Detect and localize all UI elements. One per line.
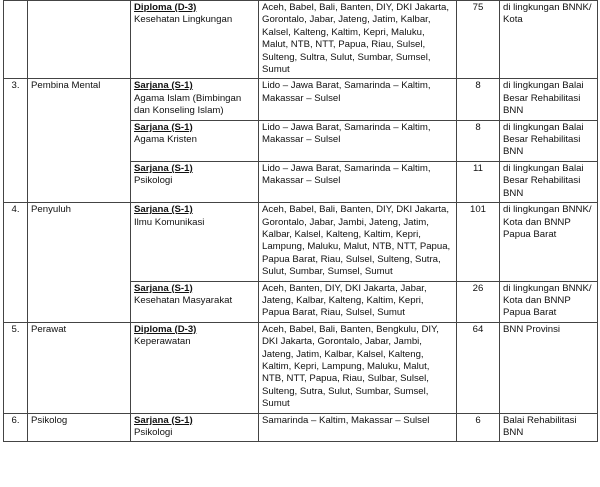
qualification-cell <box>131 281 259 322</box>
row-number: 6. <box>4 413 28 442</box>
row-number <box>4 1 28 79</box>
study-field: Agama Islam (Bimbingan dan Konseling Islam) <box>134 92 242 117</box>
placement-unit: di lingkungan Balai Besar Rehabilitasi BNN <box>500 161 598 202</box>
placement-unit: di lingkungan Balai Besar Rehabilitasi BNN <box>500 120 598 161</box>
study-field: Kesehatan Masyarakat <box>134 294 233 306</box>
quota-count: 26 <box>457 281 500 322</box>
position-name <box>28 1 131 79</box>
position-name: Perawat <box>28 322 131 413</box>
placement-unit: di lingkungan BNNK/ Kota dan BNNP Papua Barat <box>500 203 598 281</box>
table-row <box>4 413 598 442</box>
education-level: Diploma (D-3) <box>134 2 197 13</box>
location-list: Aceh, Banten, DIY, DKI Jakarta, Jabar, Jateng, Kalbar, Kalteng, Kaltim, Kepri, Papua Barat, Riau, Sulsel, Sumut <box>259 281 457 322</box>
qualification-cell <box>131 79 259 120</box>
placement-unit: BNN Provinsi <box>500 322 598 413</box>
study-field: Psikologi <box>134 175 173 187</box>
table-row <box>4 322 598 413</box>
study-field: Kesehatan Lingkungan <box>134 14 233 26</box>
quota-count: 8 <box>457 120 500 161</box>
position-name: Psikolog <box>28 413 131 442</box>
qualification-cell <box>131 322 259 413</box>
education-level: Diploma (D-3) <box>134 323 197 335</box>
study-field: Keperawatan <box>134 336 191 348</box>
location-list: Lido – Jawa Barat, Samarinda – Kaltim, Makassar – Sulsel <box>259 120 457 161</box>
table-row <box>4 79 598 120</box>
qualification-cell <box>131 203 259 281</box>
location-list: Aceh, Babel, Bali, Banten, DIY, DKI Jakarta, Gorontalo, Jabar, Jambi, Jateng, Jatim, Kalbar, Kalsel, Kalteng, Kaltim, Kepri, Lampung, Maluku, Malut, NTB, NTT, Papua, Papua Barat, Riau, Sulsel, Sulteng, Sutra, Sulut, Sumbar, Sumsel, Sumut <box>259 203 457 281</box>
row-number: 3. <box>4 79 28 203</box>
position-name: Pembina Mental <box>28 79 131 203</box>
formation-table <box>3 0 598 442</box>
qualification-cell <box>131 120 259 161</box>
table-body <box>4 1 598 442</box>
qualification-cell <box>131 161 259 202</box>
table-row <box>4 1 598 79</box>
location-list: Lido – Jawa Barat, Samarinda – Kaltim, Makassar – Sulsel <box>259 79 457 120</box>
location-list: Aceh, Babel, Bali, Banten, DIY, DKI Jakarta, Gorontalo, Jabar, Jateng, Jatim, Kalbar, Kalsel, Kalteng, Kaltim, Kepri, Maluku, Malut, NTB, NTT, Papua, Riau, Sulsel, Sulteng, Sultra, Sulut, Sumbar, Sumsel, Sumut <box>259 1 457 79</box>
row-number: 5. <box>4 322 28 413</box>
qualification-cell <box>131 1 259 79</box>
study-field: Psikologi <box>134 427 173 438</box>
study-field: Agama Kristen <box>134 134 197 146</box>
education-level: Sarjana (S-1) <box>134 80 193 92</box>
placement-unit: di lingkungan Balai Besar Rehabilitasi BNN <box>500 79 598 120</box>
quota-count: 11 <box>457 161 500 202</box>
placement-unit: di lingkungan BNNK/ Kota dan BNNP Papua Barat <box>500 281 598 322</box>
location-list: Samarinda – Kaltim, Makassar – Sulsel <box>259 413 457 442</box>
study-field: Ilmu Komunikasi <box>134 216 205 228</box>
education-level: Sarjana (S-1) <box>134 204 193 216</box>
education-level: Sarjana (S-1) <box>134 414 193 426</box>
location-list: Lido – Jawa Barat, Samarinda – Kaltim, Makassar – Sulsel <box>259 161 457 202</box>
position-name: Penyuluh <box>28 203 131 323</box>
quota-count: 64 <box>457 322 500 413</box>
quota-count: 6 <box>457 413 500 442</box>
location-list: Aceh, Babel, Bali, Banten, Bengkulu, DIY, DKI Jakarta, Gorontalo, Jabar, Jambi, Jateng, Jatim, Kalbar, Kalsel, Kalteng, Kaltim, Kepri, Lampung, Maluku, Malut, NTB, NTT, Papua, Riau, Sulbar, Sulsel, Sulteng, Sutra, Sulut, Sumbar, Sumsel, Sumut <box>259 322 457 413</box>
placement-unit: Balai Rehabilitasi BNN <box>500 413 598 442</box>
row-number: 4. <box>4 203 28 323</box>
quota-count: 75 <box>457 1 500 79</box>
quota-count: 8 <box>457 79 500 120</box>
education-level: Sarjana (S-1) <box>134 162 193 174</box>
education-level: Sarjana (S-1) <box>134 282 193 294</box>
qualification-cell <box>131 413 259 442</box>
quota-count: 101 <box>457 203 500 281</box>
table-row <box>4 203 598 281</box>
placement-unit: di lingkungan BNNK/ Kota <box>500 1 598 79</box>
education-level: Sarjana (S-1) <box>134 121 193 133</box>
